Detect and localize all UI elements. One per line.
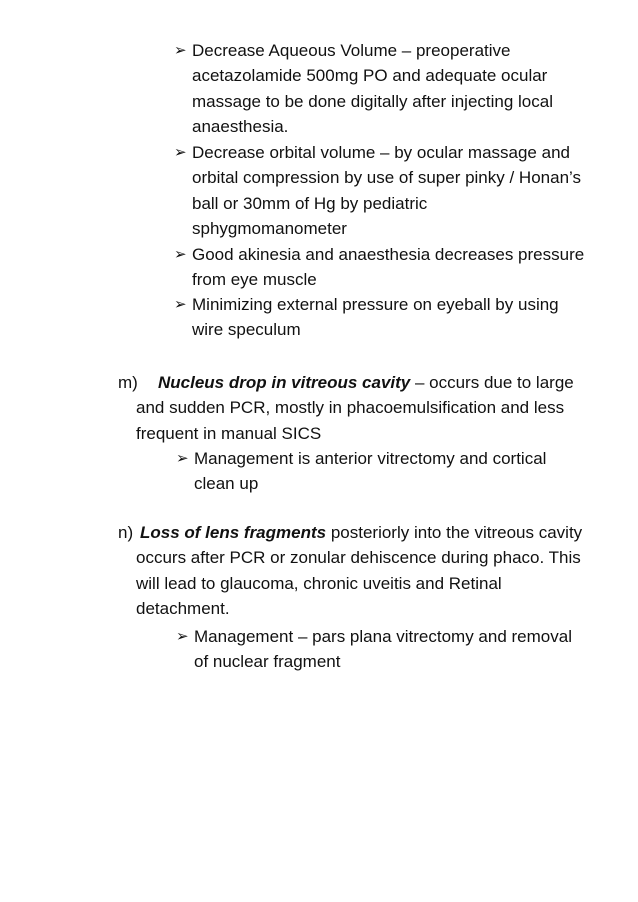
section-m-term: Nucleus drop in vitreous cavity [158,373,411,392]
bullet-m-management [176,446,616,497]
bullet-arrow-icon: ➢ [174,144,187,161]
bullet-text [174,242,614,293]
text-line: Decrease orbital volume – by ocular massage and [192,143,570,162]
text-line: wire speculum [192,320,301,340]
bullet-arrow-icon: ➢ [174,296,187,313]
bullet-orbital-volume [174,140,614,241]
text-line: massage to be done digitally after injecting local [192,91,553,111]
text-line: orbital compression by use of super pinky / Honan’s [192,168,581,188]
text-line: ball or 30mm of Hg by pediatric [192,193,428,213]
text-line: detachment. [136,598,230,618]
section-m-paragraph [118,370,608,446]
text-line: will lead to glaucoma, chronic uveitis and Retinal [136,573,502,593]
section-n-paragraph [118,520,608,621]
bullet-text [174,140,614,241]
bullet-n-management [176,624,616,675]
text-line: of nuclear fragment [194,652,341,672]
bullet-arrow-icon: ➢ [174,42,187,59]
bullet-arrow-icon: ➢ [174,246,187,263]
bullet-external-pressure [174,292,614,343]
section-n-first-line-rest: posteriorly into the vitreous cavity [326,523,583,542]
text-line: acetazolamide 500mg PO and adequate ocular [192,66,548,86]
text-line: from eye muscle [192,270,317,290]
bullet-text [174,38,614,139]
bullet-text [174,292,614,343]
text-line: sphygmomanometer [192,218,347,238]
bullet-arrow-icon: ➢ [176,628,189,645]
text-line: clean up [194,474,259,494]
bullet-aqueous-volume [174,38,614,139]
section-n-term: Loss of lens fragments [140,523,327,542]
bullet-text [176,624,616,675]
text-line: Management – pars plana vitrectomy and removal [194,627,572,646]
section-n-label: n) [118,523,134,542]
bullet-arrow-icon: ➢ [176,450,189,467]
text-line: occurs after PCR or zonular dehiscence during phaco. This [136,548,581,568]
bullet-text [176,446,616,497]
section-m-first-line-rest: – occurs due to large [410,373,574,392]
text-line: Management is anterior vitrectomy and cortical [194,449,547,468]
text-line: anaesthesia. [192,116,289,136]
bullet-akinesia [174,242,614,293]
text-line: and sudden PCR, mostly in phacoemulsification and less [136,398,565,418]
section-m-first-line [118,370,608,395]
section-m-label: m) [118,373,138,392]
text-line: Decrease Aqueous Volume – preoperative [192,41,511,60]
text-line: frequent in manual SICS [136,423,322,443]
text-line: Good akinesia and anaesthesia decreases pressure [192,245,585,264]
text-line: Minimizing external pressure on eyeball by using [192,295,559,314]
section-n-first-line [118,520,608,545]
